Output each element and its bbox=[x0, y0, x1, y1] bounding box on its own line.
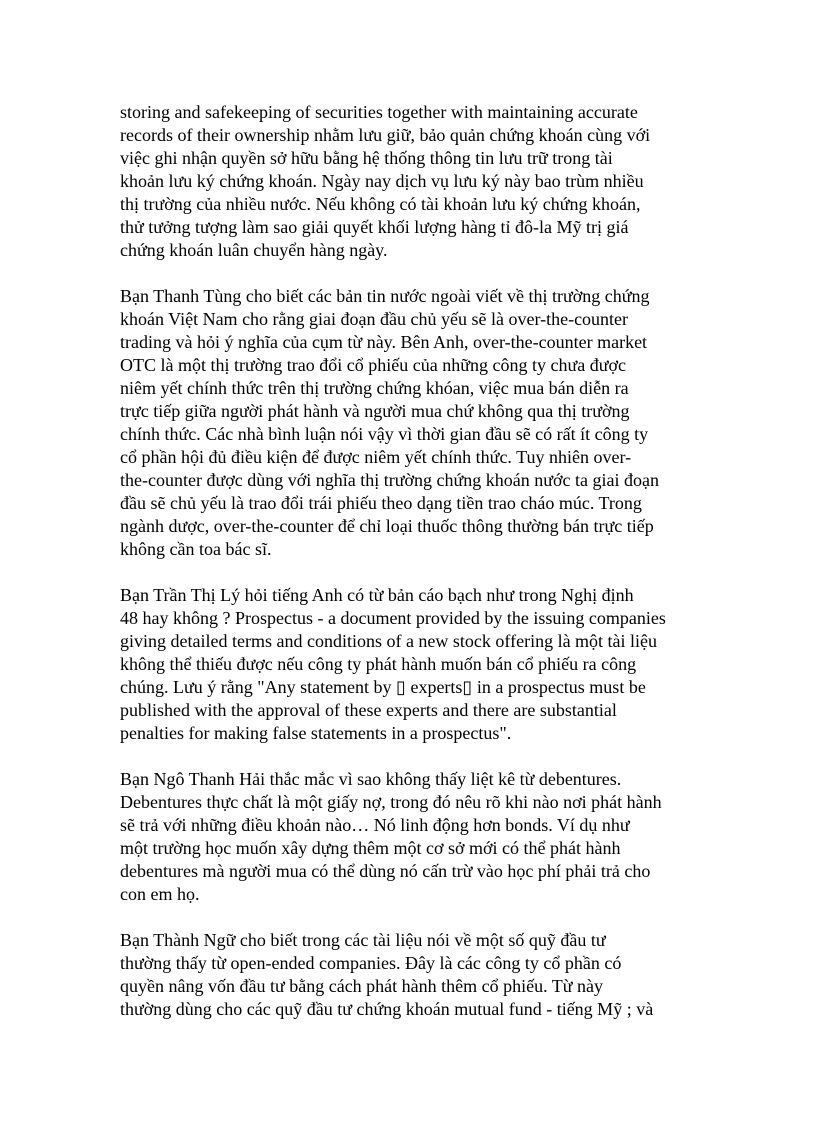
text-line: sẽ trả với những điều khoản nào… Nó linh động hơn bonds. Ví dụ như bbox=[120, 815, 630, 835]
text-line: thường thấy từ open-ended companies. Đây là các công ty cổ phần có bbox=[120, 953, 622, 973]
paragraph-over-the-counter bbox=[120, 285, 700, 561]
text-line: niêm yết chính thức trên thị trường chứng khóan, việc mua bán diễn ra bbox=[120, 378, 629, 398]
text-line: đầu sẽ chủ yếu là trao đổi trái phiếu theo dạng tiền trao cháo múc. Trong bbox=[120, 493, 642, 513]
document-page bbox=[120, 101, 700, 1044]
text-line: thường dùng cho các quỹ đầu tư chứng khoán mutual fund - tiếng Mỹ ; và bbox=[120, 999, 654, 1019]
text-line: con em họ. bbox=[120, 884, 200, 904]
text-line: khoản lưu ký chứng khoán. Ngày nay dịch vụ lưu ký này bao trùm nhiều bbox=[120, 171, 644, 191]
text-line: Bạn Ngô Thanh Hải thắc mắc vì sao không thấy liệt kê từ debentures. bbox=[120, 769, 622, 789]
paragraph-prospectus bbox=[120, 584, 700, 745]
paragraph-custody bbox=[120, 101, 700, 262]
text-line: không thể thiếu được nếu công ty phát hành muốn bán cổ phiếu ra công bbox=[120, 654, 637, 674]
text-line: 48 hay không ? Prospectus - a document provided by the issuing companies bbox=[120, 608, 666, 628]
text-line: việc ghi nhận quyền sở hữu bằng hệ thống thông tin lưu trữ trong tài bbox=[120, 148, 613, 168]
text-line: không cần toa bác sĩ. bbox=[120, 539, 272, 559]
text-line: ngành dược, over-the-counter để chỉ loại thuốc thông thường bán trực tiếp bbox=[120, 516, 654, 536]
text-line: Bạn Thành Ngữ cho biết trong các tài liệu nói về một số quỹ đầu tư bbox=[120, 930, 606, 950]
text-line: giving detailed terms and conditions of a new stock offering là một tài liệu bbox=[120, 631, 658, 651]
text-line: the-counter được dùng với nghĩa thị trường chứng khoán nước ta giai đoạn bbox=[120, 470, 659, 490]
text-line: OTC là một thị trường trao đổi cổ phiếu của những công ty chưa được bbox=[120, 355, 626, 375]
text-line: chính thức. Các nhà bình luận nói vậy vì thời gian đầu sẽ có rất ít công ty bbox=[120, 424, 649, 444]
text-line: Bạn Trần Thị Lý hỏi tiếng Anh có từ bản cáo bạch như trong Nghị định bbox=[120, 585, 634, 605]
text-line: chứng khoán luân chuyển hàng ngày. bbox=[120, 240, 388, 260]
text-line: trading và hỏi ý nghĩa của cụm từ này. Bên Anh, over-the-counter market bbox=[120, 332, 648, 352]
text-line: records of their ownership nhằm lưu giữ, bảo quản chứng khoán cùng với bbox=[120, 125, 651, 145]
text-line: trực tiếp giữa người phát hành và người mua chứ không qua thị trường bbox=[120, 401, 630, 421]
text-line: penalties for making false statements in a prospectus". bbox=[120, 723, 512, 743]
text-line: thị trường của nhiều nước. Nếu không có tài khoản lưu ký chứng khoán, bbox=[120, 194, 641, 214]
paragraph-open-ended-companies bbox=[120, 929, 700, 1021]
text-line: storing and safekeeping of securities together with maintaining accurate bbox=[120, 102, 638, 122]
paragraph-debentures bbox=[120, 768, 700, 906]
text-line: debentures mà người mua có thể dùng nó cấn trừ vào học phí phải trả cho bbox=[120, 861, 651, 881]
text-line: Debentures thực chất là một giấy nợ, trong đó nêu rõ khi nào nơi phát hành bbox=[120, 792, 662, 812]
text-line: khoán Việt Nam cho rằng giai đoạn đầu chủ yếu sẽ là over-the-counter bbox=[120, 309, 629, 329]
text-line: cổ phần hội đủ điều kiện để được niêm yết chính thức. Tuy nhiên over- bbox=[120, 447, 632, 467]
text-line: published with the approval of these experts and there are substantial bbox=[120, 700, 617, 720]
text-line: Bạn Thanh Tùng cho biết các bản tin nước ngoài viết về thị trường chứng bbox=[120, 286, 650, 306]
text-line: quyền nâng vốn đầu tư bằng cách phát hành thêm cổ phiếu. Từ này bbox=[120, 976, 604, 996]
text-line: thử tưởng tượng làm sao giải quyết khối lượng hàng tỉ đô-la Mỹ trị giá bbox=[120, 217, 629, 237]
text-line: một trường học muốn xây dựng thêm một cơ sở mới có thể phát hành bbox=[120, 838, 621, 858]
text-line: chúng. Lưu ý rằng "Any statement by ▯ experts▯ in a prospectus must be bbox=[120, 677, 646, 697]
